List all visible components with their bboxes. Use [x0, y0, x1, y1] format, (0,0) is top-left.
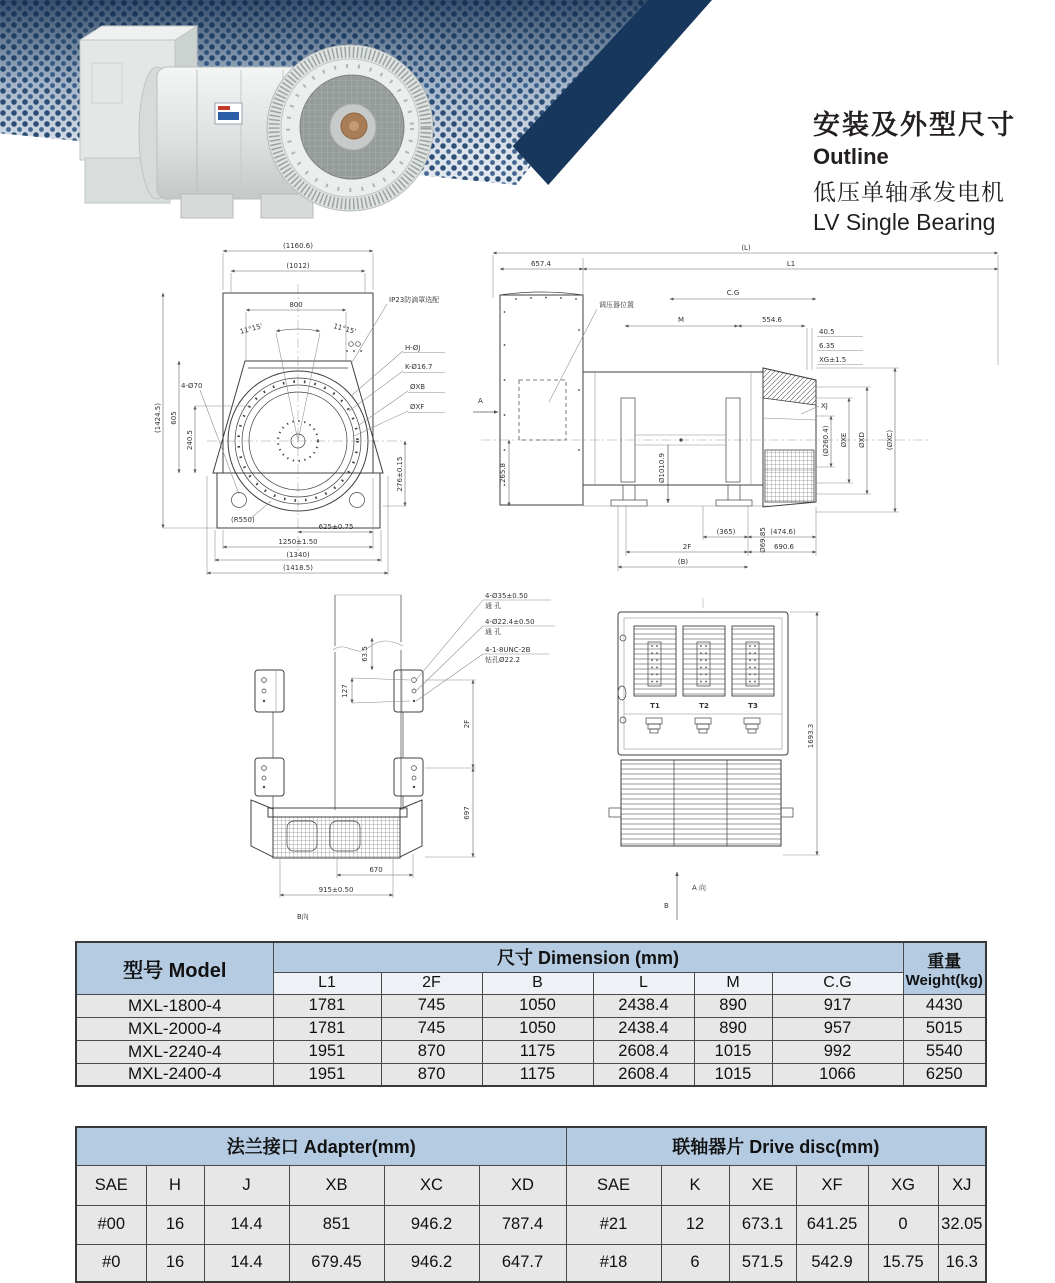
- callout-label: 通 孔: [485, 628, 502, 636]
- value-cell: 745: [381, 994, 482, 1017]
- col-header: XE: [729, 1165, 796, 1205]
- dim-label: 690.6: [773, 543, 795, 551]
- value-cell: 890: [694, 1017, 772, 1040]
- value-cell: 1015: [694, 1040, 772, 1063]
- value-cell: 647.7: [479, 1244, 566, 1282]
- callout-label: 钻孔Ø22.2: [485, 656, 521, 664]
- dim-label: 127: [341, 684, 349, 698]
- dim-label: (1012): [286, 262, 310, 270]
- dim-label: 554.6: [761, 316, 783, 324]
- dim-label: M: [677, 316, 685, 324]
- dim-label: 6.35: [819, 342, 835, 350]
- value-cell: 0: [868, 1205, 938, 1244]
- side-view-drawing: [471, 240, 1016, 578]
- col-header: XF: [796, 1165, 868, 1205]
- callout-label: ØXF: [410, 403, 425, 411]
- dim-label: 605: [170, 411, 178, 425]
- value-cell: 16: [146, 1244, 204, 1282]
- page-subtitle-zh: 低压单轴承发电机: [813, 179, 1005, 205]
- dim-label: 40.5: [819, 328, 835, 336]
- callout-label: 通 孔: [485, 602, 502, 610]
- adapter-subheader-row: [76, 1165, 986, 1205]
- table-row: [76, 1040, 986, 1063]
- dim-label: 11°15': [238, 322, 264, 336]
- dim-label: ØXE: [840, 432, 848, 448]
- dim-label: (1160.6): [283, 242, 313, 250]
- value-cell: #0: [76, 1244, 146, 1282]
- value-cell: 2438.4: [593, 1017, 694, 1040]
- weight-header: [903, 942, 986, 994]
- dim-label: (1418.5): [283, 564, 313, 572]
- adapter-header: 法兰接口 Adapter(mm): [76, 1127, 566, 1165]
- value-cell: 870: [381, 1040, 482, 1063]
- front-view-drawing: [155, 238, 455, 590]
- dim-label: (R550): [231, 516, 255, 524]
- drive-disc-header: 联轴器片 Drive disc(mm): [566, 1127, 986, 1165]
- dim-label: 657.4: [530, 260, 552, 268]
- model-cell: MXL-1800-4: [76, 994, 273, 1017]
- value-cell: 1015: [694, 1063, 772, 1086]
- model-header: 型号 Model: [76, 942, 273, 994]
- weight-cell: 6250: [903, 1063, 986, 1086]
- dim-label: 800: [289, 301, 303, 309]
- value-cell: 1066: [772, 1063, 903, 1086]
- value-cell: 2608.4: [593, 1040, 694, 1063]
- page-title-zh: 安装及外型尺寸: [813, 110, 1016, 140]
- value-cell: 15.75: [868, 1244, 938, 1282]
- col-header: XG: [868, 1165, 938, 1205]
- dim-label: 697: [463, 806, 471, 820]
- weight-cell: 5015: [903, 1017, 986, 1040]
- model-cell: MXL-2000-4: [76, 1017, 273, 1040]
- value-cell: #21: [566, 1205, 661, 1244]
- dim-label: 915±0.50: [318, 886, 354, 894]
- dim-label: (474.6): [770, 528, 796, 536]
- col-header: L1: [273, 972, 381, 994]
- callout-label: 4-Ø35±0.50: [485, 592, 528, 600]
- dim-label: XG±1.5: [819, 356, 847, 364]
- value-cell: 16.3: [938, 1244, 986, 1282]
- dim-label: 1693.3: [807, 723, 815, 749]
- value-cell: 542.9: [796, 1244, 868, 1282]
- callout-label: H-ØJ: [405, 344, 421, 352]
- value-cell: 1951: [273, 1063, 381, 1086]
- value-cell: 2438.4: [593, 994, 694, 1017]
- value-cell: 787.4: [479, 1205, 566, 1244]
- callout-label: ØXB: [410, 383, 426, 391]
- terminal-label: T2: [699, 702, 709, 710]
- value-cell: 745: [381, 1017, 482, 1040]
- value-cell: #00: [76, 1205, 146, 1244]
- dim-label: ØXD: [858, 432, 866, 448]
- value-cell: 1781: [273, 994, 381, 1017]
- dim-label: (365): [716, 528, 736, 536]
- callout-label: 4-Ø22.4±0.50: [485, 618, 535, 626]
- value-cell: 2608.4: [593, 1063, 694, 1086]
- callout-label: 4-Ø70: [181, 382, 203, 390]
- value-cell: 12: [661, 1205, 729, 1244]
- dim-label: (L): [741, 244, 751, 252]
- dim-label: (1340): [286, 551, 310, 559]
- section-label: A: [478, 397, 483, 405]
- col-header: XJ: [938, 1165, 986, 1205]
- col-header: H: [146, 1165, 204, 1205]
- view-label: A 向: [692, 884, 707, 892]
- dim-label: 1250±1.50: [278, 538, 318, 546]
- value-cell: 679.45: [289, 1244, 384, 1282]
- value-cell: 851: [289, 1205, 384, 1244]
- adapter-drive-table: [75, 1126, 987, 1283]
- view-label: B向: [297, 913, 309, 921]
- model-cell: MXL-2240-4: [76, 1040, 273, 1063]
- callout-label: 4-1-8UNC-2B: [485, 646, 531, 654]
- weight-cell: 5540: [903, 1040, 986, 1063]
- dim-label: 2F: [463, 719, 471, 729]
- dim-label: Ø1010.9: [658, 452, 666, 484]
- value-cell: 571.5: [729, 1244, 796, 1282]
- weight-header-en: Weight(kg): [905, 972, 983, 990]
- page-title-en: Outline: [813, 144, 889, 169]
- value-cell: 870: [381, 1063, 482, 1086]
- bottom-view-drawing: [233, 588, 573, 938]
- page-subtitle-en: LV Single Bearing: [813, 209, 996, 235]
- value-cell: #18: [566, 1244, 661, 1282]
- top-view-drawing: [596, 598, 876, 930]
- dim-label: 265.8: [499, 462, 507, 484]
- value-cell: 957: [772, 1017, 903, 1040]
- col-header: B: [482, 972, 593, 994]
- col-header: SAE: [566, 1165, 661, 1205]
- value-cell: 14.4: [204, 1205, 289, 1244]
- value-cell: 992: [772, 1040, 903, 1063]
- col-header: M: [694, 972, 772, 994]
- dim-label: (ØXC): [886, 429, 894, 451]
- model-cell: MXL-2400-4: [76, 1063, 273, 1086]
- dim-label: 625±0.75: [318, 523, 354, 531]
- terminal-label: T3: [748, 702, 758, 710]
- value-cell: 1175: [482, 1063, 593, 1086]
- weight-header-zh: 重量: [927, 952, 962, 972]
- value-cell: 16: [146, 1205, 204, 1244]
- table-row: [76, 1244, 986, 1282]
- col-header: 2F: [381, 972, 482, 994]
- title-block: [813, 103, 1016, 236]
- table-row: [76, 994, 986, 1017]
- value-cell: 14.4: [204, 1244, 289, 1282]
- dim-label: (Ø260.4): [822, 425, 830, 457]
- col-header: XD: [479, 1165, 566, 1205]
- value-cell: 1951: [273, 1040, 381, 1063]
- table-row: [76, 1063, 986, 1086]
- value-cell: 890: [694, 994, 772, 1017]
- value-cell: 1781: [273, 1017, 381, 1040]
- callout-label: 调压器位置: [599, 301, 634, 309]
- dim-label: 63.5: [361, 646, 369, 662]
- value-cell: 32.05: [938, 1205, 986, 1244]
- dim-label: 2F: [682, 543, 692, 551]
- dim-label: L1: [786, 260, 796, 268]
- col-header: L: [593, 972, 694, 994]
- value-cell: 1050: [482, 994, 593, 1017]
- terminal-label: T1: [650, 702, 660, 710]
- dimension-header: 尺寸 Dimension (mm): [273, 942, 903, 972]
- section-label: B: [664, 902, 669, 910]
- dim-label: C.G: [726, 289, 740, 297]
- value-cell: 1050: [482, 1017, 593, 1040]
- col-header: XC: [384, 1165, 479, 1205]
- dimension-table: [75, 941, 987, 1087]
- dim-label: (B): [677, 558, 689, 566]
- callout-label: IP23防滴罩选配: [389, 296, 440, 304]
- col-header: J: [204, 1165, 289, 1205]
- value-cell: 1175: [482, 1040, 593, 1063]
- dim-label: (1424.5): [154, 403, 162, 433]
- value-cell: 917: [772, 994, 903, 1017]
- value-cell: 946.2: [384, 1244, 479, 1282]
- col-header: SAE: [76, 1165, 146, 1205]
- dim-label: 670: [369, 866, 383, 874]
- value-cell: 673.1: [729, 1205, 796, 1244]
- dim-label: 11°15': [332, 322, 358, 336]
- dim-label: Ø69.85: [759, 527, 767, 553]
- table-row: [76, 1017, 986, 1040]
- value-cell: 946.2: [384, 1205, 479, 1244]
- generator-photo: [45, 8, 440, 236]
- weight-cell: 4430: [903, 994, 986, 1017]
- value-cell: 6: [661, 1244, 729, 1282]
- dim-label: 276±0.15: [396, 456, 404, 492]
- col-header: C.G: [772, 972, 903, 994]
- callout-label: K-Ø16.7: [405, 363, 433, 371]
- dim-label: XJ: [821, 402, 828, 410]
- col-header: XB: [289, 1165, 384, 1205]
- value-cell: 641.25: [796, 1205, 868, 1244]
- dim-label: 240.5: [186, 429, 194, 451]
- col-header: K: [661, 1165, 729, 1205]
- table-row: [76, 1205, 986, 1244]
